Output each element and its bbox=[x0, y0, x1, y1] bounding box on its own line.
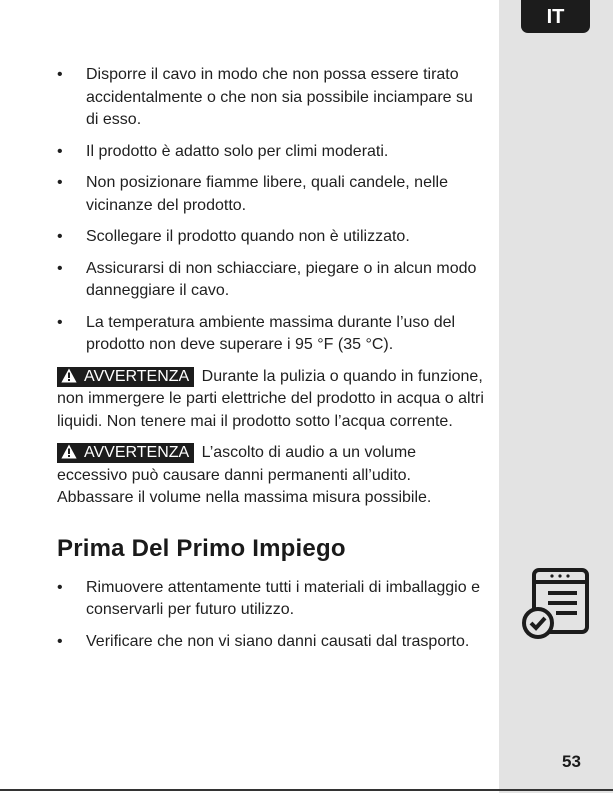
page-number: 53 bbox=[562, 752, 581, 771]
section-heading: Prima Del Primo Impiego bbox=[57, 534, 346, 562]
page-bottom-rule bbox=[0, 789, 613, 791]
warning-icon bbox=[61, 444, 77, 459]
checklist-icon bbox=[521, 568, 591, 640]
list-item: • La temperatura ambiente massima durante l’uso del prodotto non deve superare i 95 °F (35 °C). bbox=[57, 313, 456, 353]
list-item: • Rimuovere attentamente tutti i materiali di imballaggio e conservarli per futuro utilizzo. bbox=[57, 578, 480, 618]
list-item: • Assicurarsi di non schiacciare, piegare o in alcun modo danneggiare il cavo. bbox=[57, 259, 477, 299]
warning-badge: AVVERTENZA bbox=[57, 367, 194, 387]
warning-text: Durante la pulizia o quando in funzione, non immergere le parti elettriche del prodotto in acqua o altri liquidi. Non tenere mai il prodotto sotto l’acqua corrente. bbox=[57, 367, 484, 430]
main-content bbox=[57, 64, 487, 662]
safety-list bbox=[57, 64, 487, 357]
list-item: • Disporre il cavo in modo che non possa essere tirato accidentalmente o che non sia possibile inciampare su di esso. bbox=[57, 66, 473, 128]
list-item: • Verificare che non vi siano danni causati dal trasporto. bbox=[57, 632, 470, 650]
warning-text: L’ascolto di audio a un volume eccessivo può causare danni permanenti all’udito. Abbassare il volume nella massima misura possibile. bbox=[57, 444, 432, 506]
first-use-list bbox=[57, 577, 487, 654]
warning-paragraph bbox=[57, 442, 487, 510]
list-item: • Non posizionare fiamme libere, quali candele, nelle vicinanze del prodotto. bbox=[57, 174, 448, 214]
sidebar bbox=[499, 0, 613, 793]
language-tab[interactable]: IT bbox=[521, 0, 590, 33]
warning-paragraph bbox=[57, 366, 487, 434]
warning-icon bbox=[61, 368, 77, 383]
list-item: • Il prodotto è adatto solo per climi moderati. bbox=[57, 142, 389, 160]
warning-badge: AVVERTENZA bbox=[57, 443, 194, 463]
list-item: • Scollegare il prodotto quando non è utilizzato. bbox=[57, 228, 410, 245]
